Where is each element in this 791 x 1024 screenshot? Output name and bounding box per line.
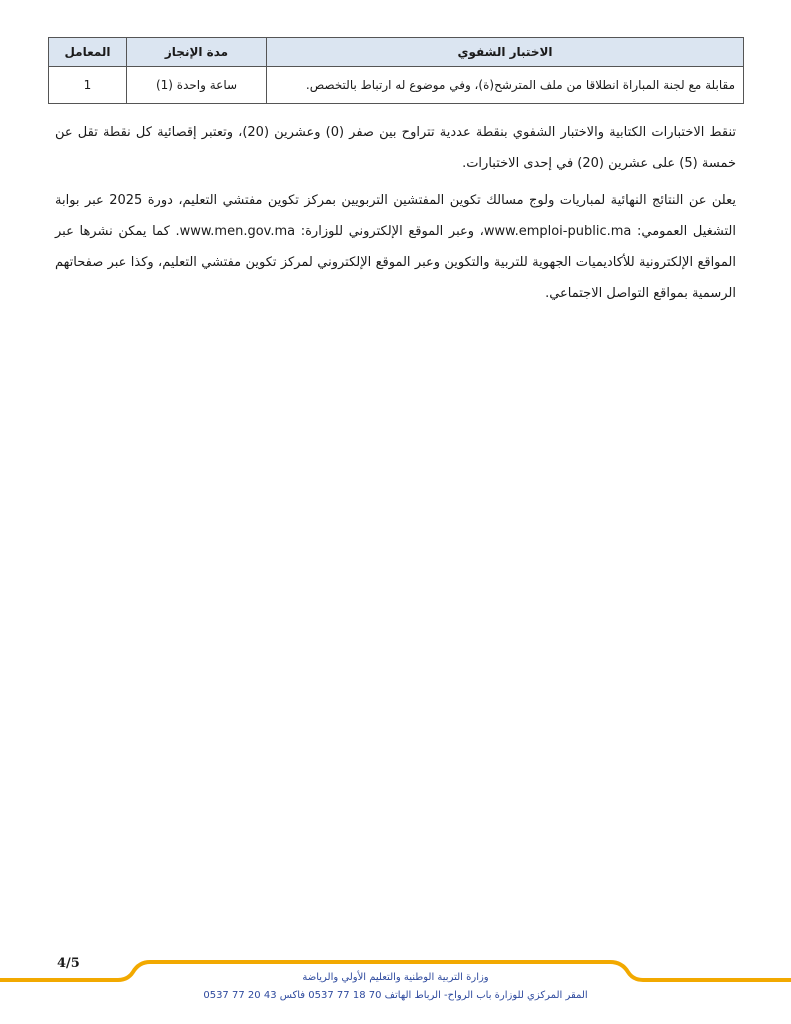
men-gov-link[interactable]: www.men.gov.ma: [179, 224, 296, 239]
exam-table: [48, 37, 744, 104]
results-text-a: يعلن عن النتائج النهائية لمباريات ولوج مسالك تكوين المفتشين التربويين بمركز تكوين مفتشي التعليم، دورة 2025 عبر بوابة التشغيل العمومي:: [55, 193, 737, 239]
cell-test: مقابلة مع لجنة المباراة انطلاقا من ملف المترشح(ة)، وفي موضوع له ارتباط بالتخصص.: [267, 67, 744, 104]
header-duration: مدة الإنجاز: [127, 38, 267, 67]
emploi-public-link[interactable]: www.emploi-public.ma: [483, 224, 632, 239]
header-test: الاختبار الشفوي: [267, 38, 744, 67]
header-coefficient: المعامل: [49, 38, 127, 67]
footer-address: المقر المركزي للوزارة باب الرواح- الرباط الهاتف 70 18 77 0537 فاكس 43 20 77 0537: [203, 990, 588, 1001]
table-row: [49, 67, 744, 104]
cell-duration: ساعة واحدة (1): [127, 67, 267, 104]
cell-coefficient: 1: [49, 67, 127, 104]
page-number: 4/5: [57, 956, 80, 971]
grading-paragraph: تنقط الاختبارات الكتابية والاختبار الشفوي بنقطة عددية تتراوح بين صفر (0) وعشرين (20)، وتعتبر إقصائية كل نقطة تقل عن خمسة (5) على عشرين (20) في إحدى الاختبارات.: [55, 125, 736, 171]
table-header-row: [49, 38, 744, 67]
results-text-c: . كما يمكن نشرها عبر المواقع الإلكترونية للأكاديميات الجهوية للتربية والتكوين وعبر الموقع الإلكتروني لمركز تكوين مفتشي التعليم، وكذا عبر صفحاتهم الرسمية بمواقع التواصل الاجتماعي.: [55, 224, 736, 301]
footer-ministry: وزارة التربية الوطنية والتعليم الأولي والرياضة: [302, 972, 489, 983]
results-paragraph: [55, 185, 736, 309]
results-text-b: ، وعبر الموقع الإلكتروني للوزارة:: [295, 224, 484, 239]
